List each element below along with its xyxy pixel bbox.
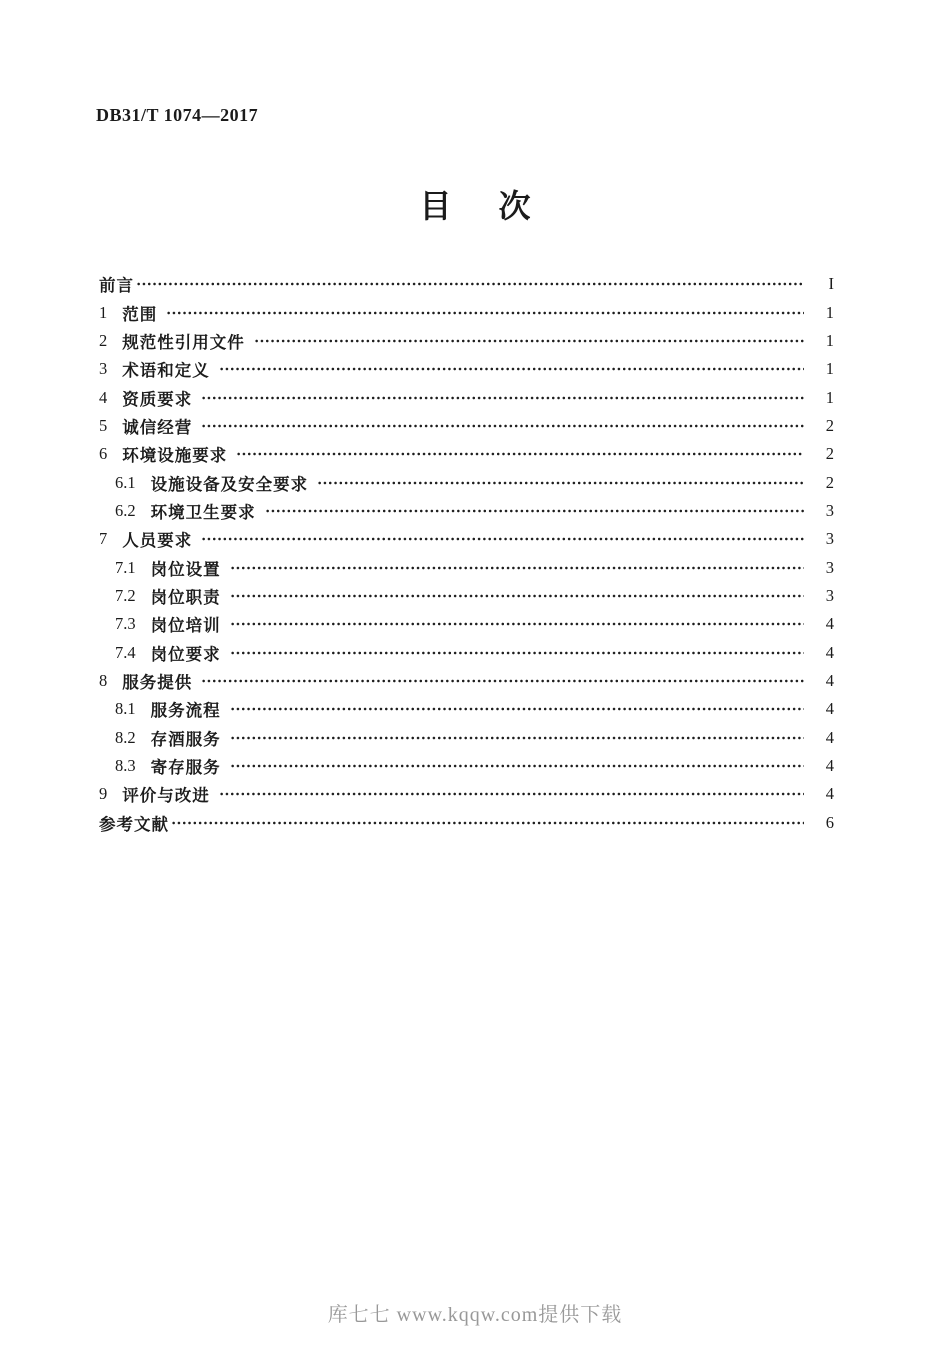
- toc-entry-label: 岗位要求: [150, 645, 221, 664]
- toc-entry-number: 1: [99, 302, 108, 322]
- toc-dot-leader: [166, 307, 804, 319]
- toc-dot-leader: [201, 420, 804, 432]
- toc-dot-leader: [230, 732, 804, 744]
- toc-entry-number: 6.1: [115, 472, 136, 492]
- toc-dot-leader: [254, 335, 804, 347]
- toc-dot-leader: [317, 477, 804, 489]
- toc-entry-label: 环境设施要求: [122, 447, 228, 466]
- toc-entry-page: I: [828, 274, 834, 294]
- toc-entry-page: 4: [825, 784, 834, 804]
- toc-dot-leader: [136, 278, 804, 290]
- toc-entry-label: 人员要求: [122, 532, 193, 551]
- toc-entry-number: 2: [99, 330, 108, 350]
- toc-entry-page: 3: [825, 585, 834, 605]
- toc-entry-4: [99, 383, 834, 411]
- toc-dot-leader: [230, 590, 804, 602]
- toc-dot-leader: [201, 675, 804, 687]
- page-title-char-1: 目: [419, 188, 452, 224]
- toc-entry-13: [99, 638, 834, 666]
- toc-entry-page: 1: [825, 330, 834, 350]
- toc-entry-label: 诚信经营: [122, 418, 193, 437]
- toc-entry-12: [99, 610, 834, 638]
- toc-entry-1: [99, 298, 834, 326]
- toc-dot-leader: [219, 788, 804, 800]
- toc-dot-leader: [236, 448, 804, 460]
- toc-entry-page: 2: [825, 472, 834, 492]
- toc-dot-leader: [171, 817, 804, 829]
- toc-entry-page: 4: [825, 699, 834, 719]
- toc-entry-label: 范围: [122, 305, 158, 324]
- toc-entry-page: 4: [825, 670, 834, 690]
- toc-entry-number: 8.2: [115, 727, 136, 747]
- toc-entry-page: 3: [825, 529, 834, 549]
- toc-dot-leader: [201, 392, 804, 404]
- toc-entry-label: 术语和定义: [122, 362, 210, 381]
- toc-dot-leader: [230, 647, 804, 659]
- toc-dot-leader: [201, 533, 804, 545]
- page-title: [0, 188, 950, 224]
- toc-dot-leader: [230, 760, 804, 772]
- toc-entry-2: [99, 327, 834, 355]
- toc-entry-page: 1: [825, 387, 834, 407]
- toc-entry-page: 6: [825, 812, 834, 832]
- toc-entry-19: [99, 809, 834, 837]
- toc-entry-label: 存酒服务: [150, 730, 221, 749]
- toc-entry-label: 前言: [99, 277, 134, 296]
- toc-entry-3: [99, 355, 834, 383]
- toc-entry-page: 4: [825, 727, 834, 747]
- toc-entry-18: [99, 780, 834, 808]
- toc-entry-page: 4: [825, 756, 834, 776]
- toc-entry-page: 3: [825, 557, 834, 577]
- toc-entry-number: 6: [99, 444, 108, 464]
- toc-entry-page: 3: [825, 500, 834, 520]
- toc-dot-leader: [230, 618, 804, 630]
- toc-entry-11: [99, 582, 834, 610]
- toc-entry-6: [99, 440, 834, 468]
- toc-dot-leader: [265, 505, 804, 517]
- toc-entry-number: 7.4: [115, 642, 136, 662]
- toc-entry-page: 1: [825, 359, 834, 379]
- toc-entry-label: 服务提供: [122, 673, 193, 692]
- toc-entry-0: [99, 270, 834, 298]
- toc-entry-number: 7.1: [115, 557, 136, 577]
- toc-entry-5: [99, 412, 834, 440]
- toc-entry-number: 6.2: [115, 500, 136, 520]
- toc-entry-page: 1: [825, 302, 834, 322]
- standard-code: DB31/T 1074—2017: [96, 105, 259, 125]
- toc-entry-9: [99, 525, 834, 553]
- toc-entry-number: 8.3: [115, 756, 136, 776]
- toc-entry-label: 岗位设置: [150, 560, 221, 579]
- page-title-char-2: 次: [498, 188, 531, 224]
- toc-list: [99, 270, 834, 837]
- toc-dot-leader: [230, 703, 804, 715]
- toc-entry-15: [99, 695, 834, 723]
- toc-entry-17: [99, 752, 834, 780]
- watermark-footer: 库七七 www.kqqw.com提供下载: [327, 1304, 623, 1326]
- toc-entry-label: 资质要求: [122, 390, 193, 409]
- toc-entry-page: 2: [825, 444, 834, 464]
- toc-entry-8: [99, 497, 834, 525]
- toc-entry-16: [99, 724, 834, 752]
- toc-entry-number: 7: [99, 529, 108, 549]
- toc-dot-leader: [219, 363, 804, 375]
- toc-entry-page: 4: [825, 614, 834, 634]
- toc-entry-page: 4: [825, 642, 834, 662]
- toc-entry-7: [99, 468, 834, 496]
- toc-entry-label: 参考文献: [99, 815, 169, 834]
- toc-entry-label: 服务流程: [150, 702, 221, 721]
- toc-entry-label: 环境卫生要求: [150, 503, 256, 522]
- toc-entry-label: 岗位职责: [150, 588, 221, 607]
- toc-entry-10: [99, 553, 834, 581]
- toc-entry-number: 5: [99, 415, 108, 435]
- toc-entry-number: 9: [99, 784, 108, 804]
- toc-entry-14: [99, 667, 834, 695]
- toc-entry-label: 规范性引用文件: [122, 333, 245, 352]
- toc-entry-number: 7.3: [115, 614, 136, 634]
- toc-entry-label: 岗位培训: [150, 617, 221, 636]
- toc-entry-label: 评价与改进: [122, 787, 210, 806]
- toc-entry-number: 7.2: [115, 585, 136, 605]
- toc-entry-label: 寄存服务: [150, 759, 221, 778]
- toc-entry-number: 8.1: [115, 699, 136, 719]
- toc-entry-page: 2: [825, 415, 834, 435]
- toc-entry-label: 设施设备及安全要求: [150, 475, 309, 494]
- toc-dot-leader: [230, 562, 804, 574]
- toc-entry-number: 8: [99, 670, 108, 690]
- toc-entry-number: 3: [99, 359, 108, 379]
- toc-entry-number: 4: [99, 387, 108, 407]
